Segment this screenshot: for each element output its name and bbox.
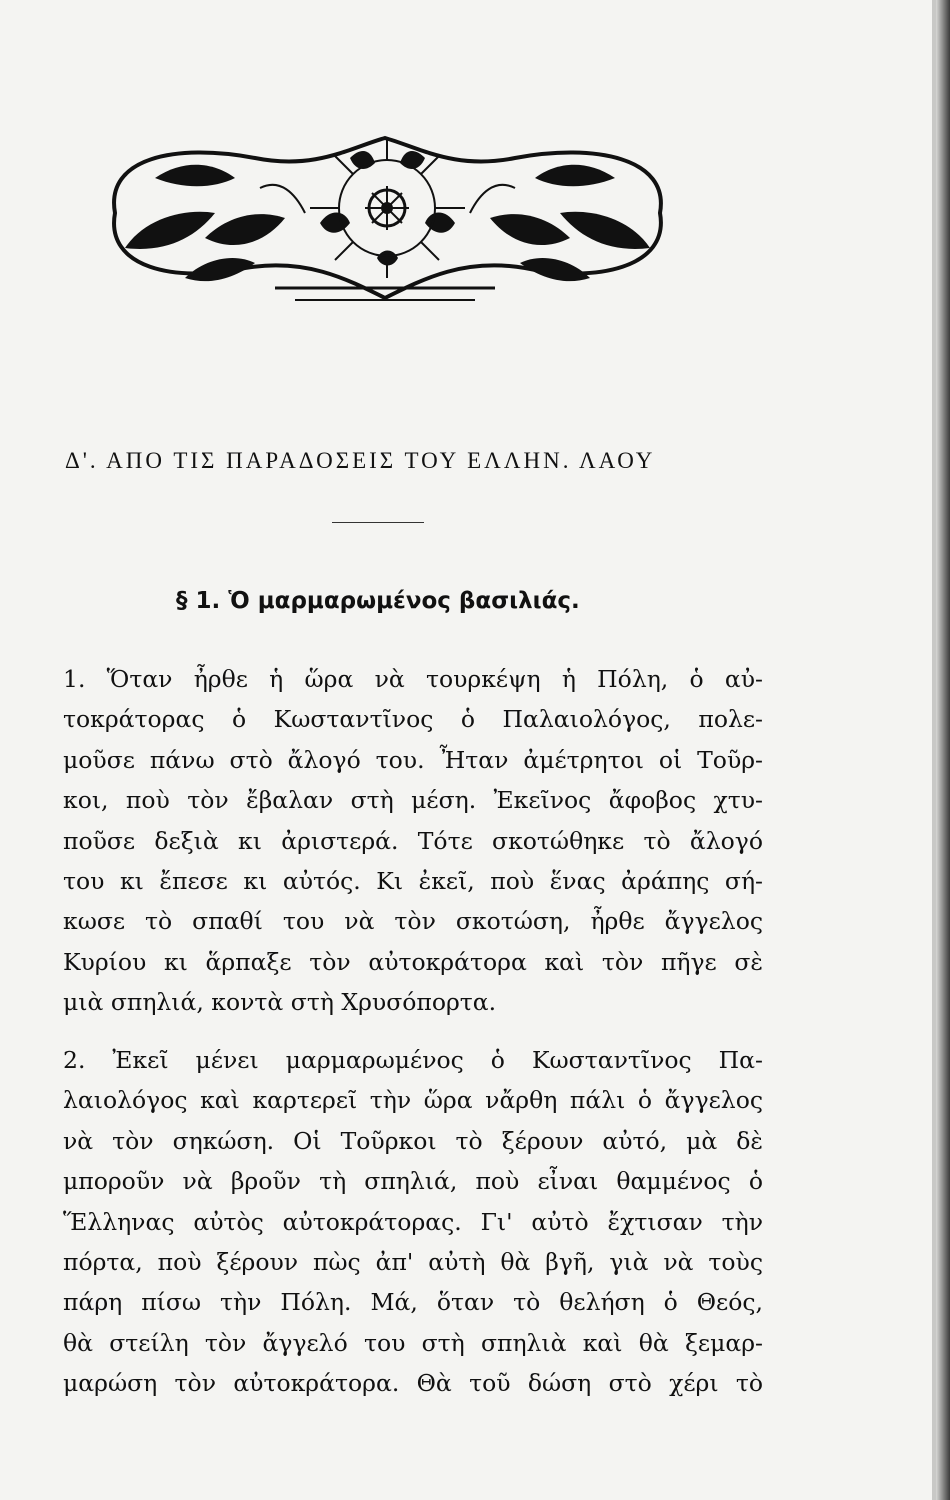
text-line: μοῦσε πάνω στὸ ἄλογό του. Ἦταν ἀμέτρητοι οἱ Τοῦρ- — [63, 745, 763, 774]
text-line: κωσε τὸ σπαθί του νὰ τὸν σκοτώση, ἦρθε ἄγγελος — [63, 907, 763, 936]
paragraph-1 — [63, 659, 763, 1023]
text-line: ποῦσε δεξιὰ κι ἀριστερά. Τότε σκοτώθηκε τὸ ἄλογό — [63, 826, 763, 855]
text-line: μαρώση τὸν αὐτοκράτορα. Θὰ τοῦ δώση στὸ χέρι τὸ — [63, 1369, 763, 1398]
text-line: κοι, ποὺ τὸν ἔβαλαν στὴ μέση. Ἐκεῖνος ἄφοβος χτυ- — [63, 786, 763, 815]
floral-headpiece-ornament-icon — [95, 118, 680, 308]
chapter-heading: Δ'. ΑΠΟ ΤΙΣ ΠΑΡΑΔΟΣΕΙΣ ΤΟΥ ΕΛΛΗΝ. ΛΑΟΥ — [65, 448, 656, 473]
page-edge — [936, 0, 950, 1500]
text-line: Κυρίου κι ἅρπαξε τὸν αὐτοκράτορα καὶ τὸν πῆγε σὲ — [63, 947, 763, 976]
text-line: νὰ τὸν σηκώση. Οἱ Τοῦρκοι τὸ ξέρουν αὐτό, μὰ δὲ — [63, 1126, 763, 1155]
text-line: 1. Ὅταν ἦρθε ἡ ὥρα νὰ τουρκέψη ἡ Πόλη, ὁ αὐ- — [63, 665, 763, 693]
paragraph-2 — [63, 1040, 763, 1404]
section-title: § 1. Ὁ μαρμαρωμένος βασιλιάς. — [176, 588, 580, 614]
text-line: 2. Ἐκεῖ μένει μαρμαρωμένος ὁ Κωσταντῖνος Πα- — [63, 1046, 763, 1074]
text-line: πάρη πίσω τὴν Πόλη. Μά, ὅταν τὸ θελήση ὁ Θεός, — [63, 1288, 763, 1317]
text-line: θὰ στείλη τὸν ἄγγελό του στὴ σπηλιὰ καὶ θὰ ξεμαρ- — [63, 1328, 763, 1357]
text-line: τοκράτορας ὁ Κωσταντῖνος ὁ Παλαιολόγος, πολε- — [63, 705, 763, 734]
text-line: πόρτα, ποὺ ξέρουν πὼς ἀπ' αὐτὴ θὰ βγῆ, γιὰ νὰ τοὺς — [63, 1248, 763, 1277]
text-line: μιὰ σπηλιά, κοντὰ στὴ Χρυσόπορτα. — [63, 988, 497, 1017]
text-line: λαιολόγος καὶ καρτερεῖ τὴν ὥρα νἄρθη πάλι ὁ ἄγγελος — [63, 1086, 763, 1115]
text-line: του κι ἔπεσε κι αὐτός. Κι ἐκεῖ, ποὺ ἕνας ἀράπης σή- — [63, 867, 763, 896]
text-line: Ἕλληνας αὐτὸς αὐτοκράτορας. Γι' αὐτὸ ἔχτισαν τὴν — [63, 1207, 763, 1236]
text-line: μποροῦν νὰ βροῦν τὴ σπηλιά, ποὺ εἶναι θαμμένος ὁ — [63, 1167, 763, 1196]
heading-divider — [332, 522, 424, 523]
